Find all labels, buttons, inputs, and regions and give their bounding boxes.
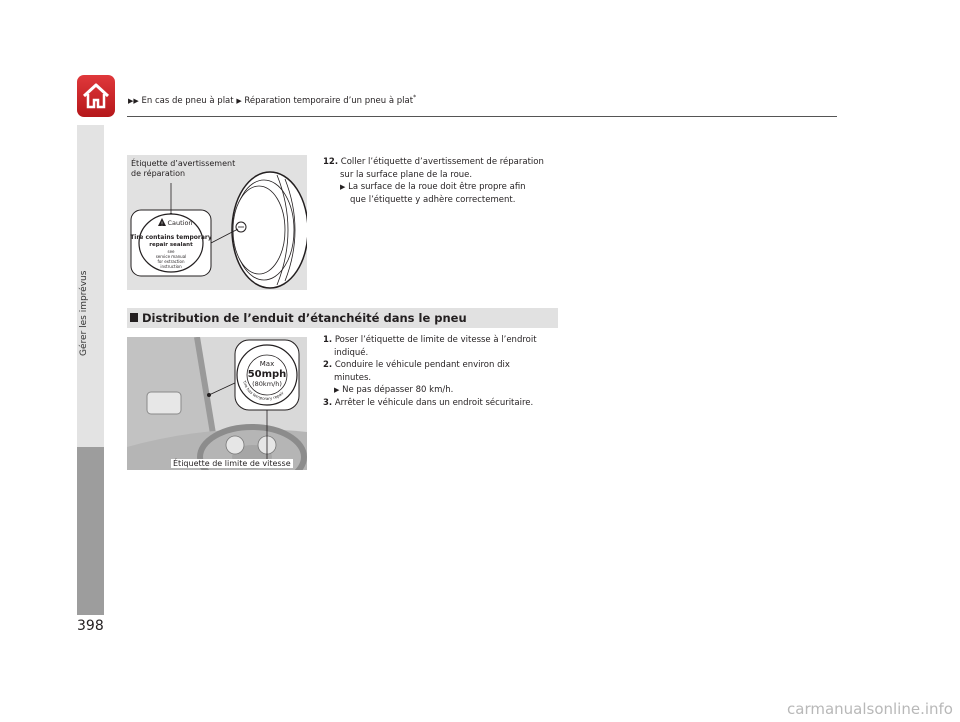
speed-label-kmh: (80km/h) (252, 380, 282, 388)
sidebar-label: Gérer les imprévus (79, 270, 89, 356)
step-number: 12. (323, 157, 339, 167)
sticker-line2: repair sealant (149, 242, 193, 248)
step-text: indiqué. (334, 347, 369, 358)
step-text: Arrêter le véhicule dans un endroit sécuritaire. (334, 397, 534, 408)
home-button[interactable] (77, 75, 115, 117)
sticker-line6: instruction (160, 264, 182, 269)
note-arrow-icon: ▶ (340, 183, 346, 191)
breadcrumb (128, 94, 416, 106)
sticker-caution-text: Caution (167, 219, 193, 227)
header-rule (127, 116, 837, 117)
note-arrow-icon: ▶ (334, 386, 340, 394)
step-text: Conduire le véhicule pendant environ dix (334, 360, 510, 370)
note-text: Ne pas dépasser 80 km/h. (342, 385, 454, 395)
breadcrumb-asterisk: * (413, 94, 417, 101)
step-number: 2. (323, 360, 333, 370)
steps-list (323, 334, 537, 409)
sticker-line5: for extraction (157, 259, 185, 264)
svg-text:!: ! (160, 221, 164, 228)
note-text: La surface de la roue doit être propre afin (348, 182, 526, 192)
step-text: sur la surface plane de la roue. (340, 169, 473, 180)
breadcrumb-arrow-icon: ▶▶ (128, 96, 139, 105)
step-text: Coller l’étiquette d’avertissement de réparation (340, 157, 544, 167)
speed-label-mph: 50mph (247, 369, 287, 380)
breadcrumb-current: Réparation temporaire d’un pneu à plat (244, 95, 414, 106)
step-text: Poser l’étiquette de limite de vitesse à l’endroit (334, 335, 537, 345)
step-text: minutes. (334, 372, 372, 383)
step-number: 3. (323, 397, 333, 408)
speed-label-ring-text: Tire has temporary repair (241, 379, 285, 402)
sticker-line3: see (167, 249, 175, 254)
figure-label-line1: Étiquette d’avertissement (131, 159, 236, 168)
breadcrumb-arrow-icon: ▶ (236, 96, 242, 105)
sticker-line1: Tire contains temporary (130, 234, 212, 241)
figure-warning-label (127, 155, 307, 290)
step-number: 1. (323, 335, 333, 345)
figure-label-warning (131, 159, 235, 179)
step-12 (323, 156, 544, 206)
home-icon (81, 81, 111, 111)
sidebar-tab-active[interactable] (77, 447, 104, 615)
breadcrumb-link-flat-tire[interactable]: En cas de pneu à plat (141, 95, 234, 106)
page-number: 398 (77, 618, 104, 634)
section-heading (127, 308, 558, 328)
note-text: que l’étiquette y adhère correctement. (350, 194, 516, 205)
figure-speed-label (127, 337, 307, 470)
watermark: carmanualsonline.info (787, 700, 953, 718)
section-title: Distribution de l’enduit d’étanchéité dans le pneu (142, 311, 467, 325)
figure-label-line2: de réparation (131, 169, 186, 178)
sticker-line4: service manual (155, 254, 187, 259)
speed-label-max: Max (259, 360, 275, 368)
section-square-icon (130, 313, 138, 322)
figure-label-speed: Étiquette de limite de vitesse (173, 459, 291, 468)
